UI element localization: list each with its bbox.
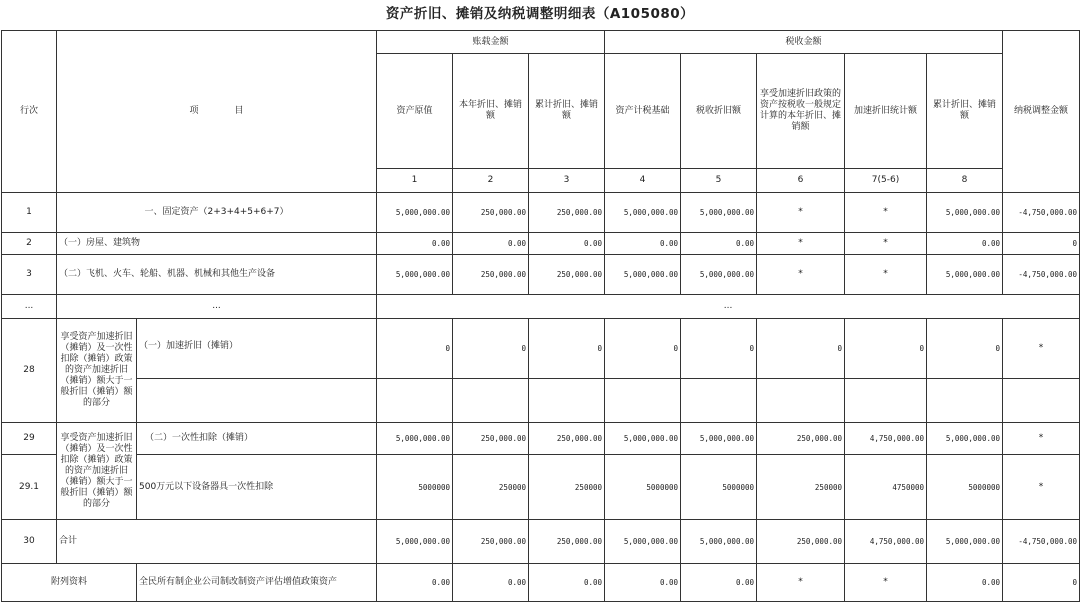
cell-value: *: [1003, 319, 1080, 379]
cell-value[interactable]: -4,750,000.00: [1003, 255, 1080, 295]
header-tax-group: 税收金额: [605, 31, 1003, 54]
col-number: 8: [927, 169, 1003, 193]
depreciation-table: [1, 30, 1080, 602]
row-label: 全民所有制企业公司制改制资产评估增值政策资产: [137, 564, 377, 602]
cell-value[interactable]: 5000000: [927, 455, 1003, 520]
col-number: 2: [453, 169, 529, 193]
empty-cell: [757, 379, 845, 423]
cell-value[interactable]: 5,000,000.00: [605, 193, 681, 233]
row-number: 1: [2, 193, 57, 233]
cell-value[interactable]: -4,750,000.00: [1003, 193, 1080, 233]
row-label: （二）飞机、火车、轮船、机器、机械和其他生产设备: [57, 255, 377, 295]
cell-value: *: [845, 193, 927, 233]
row-number: 2: [2, 233, 57, 255]
row-number: 3: [2, 255, 57, 295]
row-values-ellipsis: ...: [377, 295, 1080, 319]
header-col: 资产计税基础: [605, 54, 681, 169]
cell-value[interactable]: 5000000: [377, 455, 453, 520]
cell-value[interactable]: 0.00: [605, 564, 681, 602]
row-number: 29: [2, 423, 57, 455]
cell-value[interactable]: 0.00: [453, 233, 529, 255]
cell-value: *: [757, 193, 845, 233]
cell-value[interactable]: 0.00: [377, 233, 453, 255]
header-adjust: 纳税调整金额: [1003, 31, 1080, 193]
table-row: [2, 319, 1080, 379]
cell-value: *: [1003, 455, 1080, 520]
cell-value[interactable]: 0: [1003, 233, 1080, 255]
empty-cell: [453, 379, 529, 423]
cell-value[interactable]: 0.00: [529, 233, 605, 255]
cell-value[interactable]: 5000000: [681, 455, 757, 520]
col-number: 4: [605, 169, 681, 193]
header-col: 税收折旧额: [681, 54, 757, 169]
col-number: 6: [757, 169, 845, 193]
cell-value[interactable]: 250,000.00: [757, 423, 845, 455]
cell-value[interactable]: 0: [681, 319, 757, 379]
cell-value[interactable]: 0.00: [529, 564, 605, 602]
empty-cell: [1003, 379, 1080, 423]
cell-value[interactable]: 250000: [453, 455, 529, 520]
cell-value[interactable]: 250000: [529, 455, 605, 520]
header-col: 加速折旧统计额: [845, 54, 927, 169]
cell-value[interactable]: 0: [1003, 564, 1080, 602]
cell-value: *: [1003, 423, 1080, 455]
cell-value[interactable]: 0: [453, 319, 529, 379]
cell-value[interactable]: 0.00: [681, 233, 757, 255]
empty-cell: [605, 379, 681, 423]
cell-value: *: [757, 564, 845, 602]
appendix-label: 附列资料: [2, 564, 137, 602]
table-row-total: [2, 520, 1080, 564]
cell-value[interactable]: 4750000: [845, 455, 927, 520]
cell-value[interactable]: 0.00: [927, 233, 1003, 255]
row-label: （一）房屋、建筑物: [57, 233, 377, 255]
cell-value: *: [845, 255, 927, 295]
cell-value[interactable]: 5,000,000.00: [377, 520, 453, 564]
header-col: 本年折旧、摊销额: [453, 54, 529, 169]
cell-value[interactable]: 5,000,000.00: [605, 255, 681, 295]
cell-value[interactable]: 5,000,000.00: [605, 423, 681, 455]
cell-value[interactable]: 250000: [757, 455, 845, 520]
cell-value[interactable]: 5,000,000.00: [377, 255, 453, 295]
empty-cell: [927, 379, 1003, 423]
row-label: ...: [57, 295, 377, 319]
cell-value[interactable]: 250,000.00: [529, 193, 605, 233]
header-col: 享受加速折旧政策的资产按税收一般规定计算的本年折旧、摊销额: [757, 54, 845, 169]
cell-value[interactable]: 0: [377, 319, 453, 379]
cell-value[interactable]: 0.00: [377, 564, 453, 602]
cell-value[interactable]: 5,000,000.00: [927, 255, 1003, 295]
empty-cell: [681, 379, 757, 423]
cell-value[interactable]: 5,000,000.00: [681, 423, 757, 455]
cell-value[interactable]: 0.00: [681, 564, 757, 602]
row-label: （一）加速折旧（摊销）: [137, 319, 377, 379]
header-col: 资产原值: [377, 54, 453, 169]
row-number: 30: [2, 520, 57, 564]
cell-value[interactable]: 5,000,000.00: [605, 520, 681, 564]
cell-value[interactable]: 0: [845, 319, 927, 379]
row-number: 28: [2, 319, 57, 423]
cell-value[interactable]: 5,000,000.00: [927, 423, 1003, 455]
row-group-label: 享受资产加速折旧（摊销）及一次性扣除（摊销）政策的资产加速折旧（摊销）额大于一般折旧（摊销）额的部分: [57, 423, 137, 520]
cell-value[interactable]: 250,000.00: [529, 423, 605, 455]
cell-value[interactable]: 250,000.00: [453, 520, 529, 564]
empty-cell: [529, 379, 605, 423]
cell-value[interactable]: 5,000,000.00: [927, 520, 1003, 564]
cell-value[interactable]: 5,000,000.00: [927, 193, 1003, 233]
cell-value[interactable]: 250,000.00: [453, 255, 529, 295]
header-col: 累计折旧、摊销额: [529, 54, 605, 169]
cell-value[interactable]: 5,000,000.00: [681, 520, 757, 564]
table-row: [2, 423, 1080, 455]
col-number: 7(5-6): [845, 169, 927, 193]
header-row-no: 行次: [2, 31, 57, 193]
cell-value[interactable]: 250,000.00: [529, 255, 605, 295]
cell-value: *: [757, 233, 845, 255]
header-col: 累计折旧、摊销额: [927, 54, 1003, 169]
cell-value: *: [845, 233, 927, 255]
cell-value[interactable]: 4,750,000.00: [845, 520, 927, 564]
table-row-ellipsis: [2, 295, 1080, 319]
row-number: ...: [2, 295, 57, 319]
cell-value[interactable]: 5,000,000.00: [377, 193, 453, 233]
cell-value[interactable]: -4,750,000.00: [1003, 520, 1080, 564]
cell-value[interactable]: 5000000: [605, 455, 681, 520]
row-label: （二）一次性扣除（摊销）: [137, 423, 377, 455]
table-row-spacer: [2, 379, 1080, 423]
cell-value[interactable]: 250,000.00: [453, 423, 529, 455]
table-row: [2, 193, 1080, 233]
cell-value[interactable]: 5,000,000.00: [377, 423, 453, 455]
cell-value[interactable]: 5,000,000.00: [681, 255, 757, 295]
col-number: 1: [377, 169, 453, 193]
empty-cell: [377, 379, 453, 423]
cell-value[interactable]: 0: [927, 319, 1003, 379]
cell-value[interactable]: 4,750,000.00: [845, 423, 927, 455]
cell-value: *: [757, 255, 845, 295]
page-title: 资产折旧、摊销及纳税调整明细表（A105080）: [385, 6, 695, 22]
empty-cell: [137, 379, 377, 423]
header-book-group: 账载金额: [377, 31, 605, 54]
cell-value[interactable]: 5,000,000.00: [681, 193, 757, 233]
table-row: [2, 255, 1080, 295]
table-row: [2, 233, 1080, 255]
cell-value[interactable]: 250,000.00: [529, 520, 605, 564]
cell-value[interactable]: 0: [757, 319, 845, 379]
empty-cell: [845, 379, 927, 423]
row-label: 合计: [57, 520, 377, 564]
col-number: 3: [529, 169, 605, 193]
table-row-appendix: [2, 564, 1080, 602]
row-group-label: 享受资产加速折旧（摊销）及一次性扣除（摊销）政策的资产加速折旧（摊销）额大于一般折旧（摊销）额的部分: [57, 319, 137, 423]
cell-value[interactable]: 0: [529, 319, 605, 379]
cell-value[interactable]: 250,000.00: [453, 193, 529, 233]
cell-value[interactable]: 0.00: [453, 564, 529, 602]
col-number: 5: [681, 169, 757, 193]
row-label: 500万元以下设备器具一次性扣除: [137, 455, 377, 520]
row-label: 一、固定资产（2+3+4+5+6+7）: [57, 193, 377, 233]
table-row: [2, 455, 1080, 520]
row-number: 29.1: [2, 455, 57, 520]
cell-value: *: [845, 564, 927, 602]
header-item: 项 目: [57, 31, 377, 193]
cell-value[interactable]: 0: [605, 319, 681, 379]
cell-value[interactable]: 0.00: [605, 233, 681, 255]
cell-value[interactable]: 0.00: [927, 564, 1003, 602]
cell-value[interactable]: 250,000.00: [757, 520, 845, 564]
